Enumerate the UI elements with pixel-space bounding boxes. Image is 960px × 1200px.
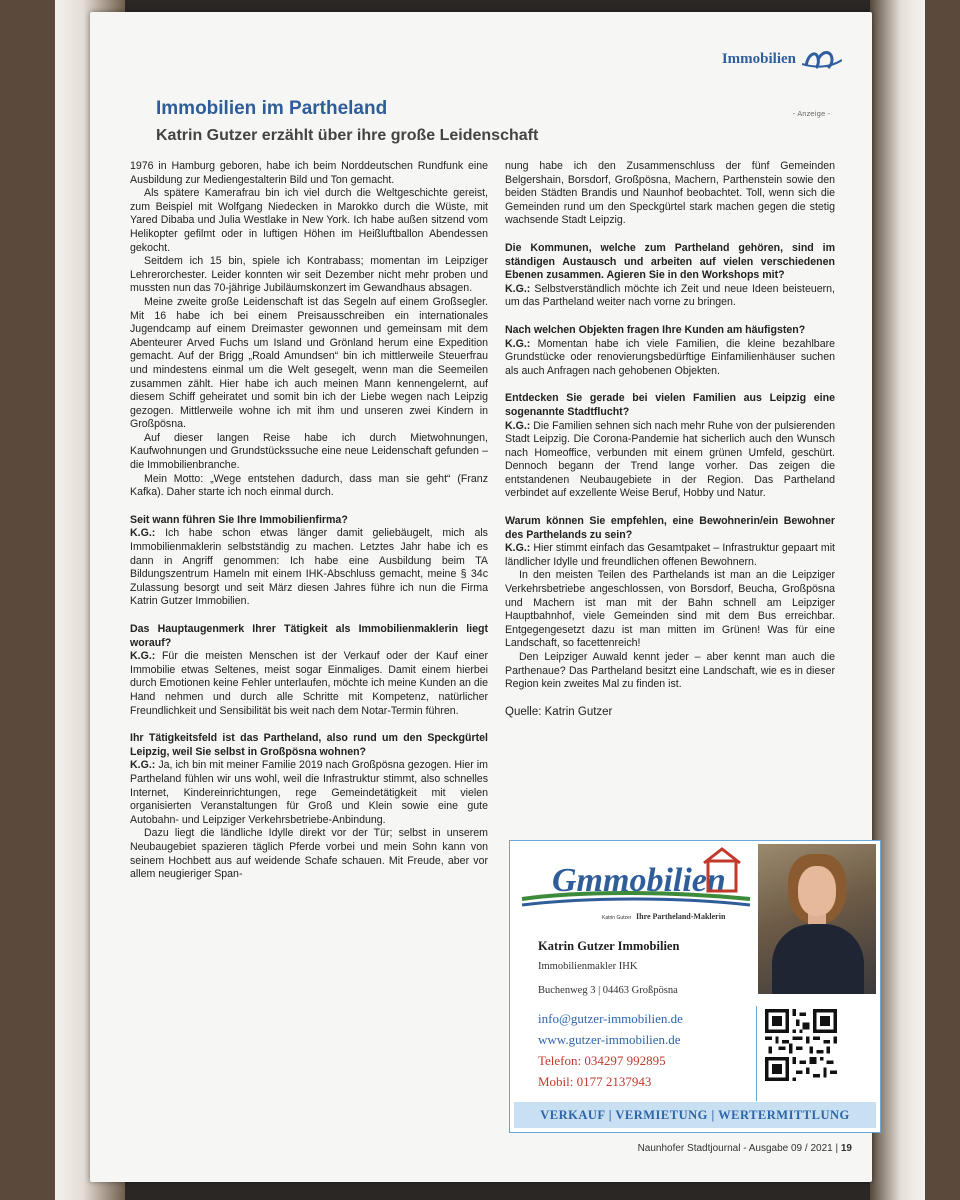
answer-label: K.G.: (505, 542, 531, 555)
interview-answer (130, 650, 488, 718)
ad-services-banner: VERKAUF | VERMIETUNG | WERTERMITTLUNG (514, 1102, 876, 1128)
answer-text: Momentan habe ich viele Familien, die kleine bezahlbare Grundstücke oder renovierungsbedürftige Einfamilienhäuser suchen als auch Anfragen nach gehobenen Objekten. (505, 337, 836, 377)
interview-question: Warum können Sie empfehlen, eine Bewohnerin/ein Bewohner des Parthelands zu sein? (505, 515, 835, 541)
advertisement-box (509, 840, 881, 1133)
brand-label: Immobilien (721, 50, 796, 67)
paragraph: 1976 in Hamburg geboren, habe ich beim Norddeutschen Rundfunk eine Ausbildung zur Mediengestalterin Bild und Ton gemacht. (130, 160, 488, 186)
interview-answer (505, 420, 835, 502)
paragraph: nung habe ich den Zusammenschluss der fünf Gemeinden Belgershain, Borsdorf, Großpösna, Machern, Parthenstein sowie den beiden Städten Brandis und Naunhof beobachtet. Toll, wenn sich die Gemeinden rund um den Speckgürtel stark machen gegen die stetig wachsende Stadt Leipzig. (505, 160, 835, 227)
interview-answer (130, 527, 488, 609)
logo-tagline: Ihre Partheland-Maklerin (636, 912, 726, 921)
email-link[interactable]: info@gutzer-immobilien.de (538, 1011, 683, 1026)
company-role: Immobilienmakler IHK (538, 961, 638, 972)
interview-answer (505, 542, 835, 569)
paragraph: Mein Motto: „Wege entstehen dadurch, dass man sie geht“ (Franz Kafka). Daher starte ich noch einmal durch. (130, 472, 488, 499)
interview-answer (505, 338, 835, 379)
mobile-number[interactable]: Mobil: 0177 2137943 (538, 1074, 652, 1089)
answer-text: Ich habe schon etwas länger damit geliebäugelt, mich als Immobilienmaklerin selbstständig zu machen. Letztes Jahr habe ich es dann in Angriff genommen: Ich habe eine Ausbildung beim TA Bildungszentrum Hameln mit einem IHK-Abschluss gemacht, meine § 34c Zulassung besorgt und seit März diesen Jahres führe ich nun die Firma Katrin Gutzer Immobilien. (130, 527, 488, 608)
answer-text: Hier stimmt einfach das Gesamtpaket – Infrastruktur gepaart mit ländlicher Idylle und freundlichen offenen Bewohnern. (505, 542, 835, 568)
right-column (505, 160, 835, 719)
source-credit: Quelle: Katrin Gutzer (505, 705, 613, 718)
company-address: Buchenweg 3 | 04463 Großpösna (538, 985, 678, 996)
interview-answer (505, 283, 835, 310)
logo-owner: Katrin Gutzer (602, 915, 632, 921)
portrait-photo (758, 844, 876, 994)
answer-label: K.G.: (130, 527, 156, 540)
answer-label: K.G.: (505, 419, 531, 432)
brand-swoosh-icon (802, 48, 842, 70)
company-logo (518, 847, 754, 927)
paragraph: Als spätere Kamerafrau bin ich viel durch die Weltgeschichte gereist, zum Beispiel mit Wolfgang Niedecken in Marokko durch die Wüste, mit Yared Dibaba und Julia Westlake in New York. Ich habe außen sitzend vom Helikopter gefilmt oder in luftigen Höhen im Heißluftballon Abendessen gekocht. (130, 187, 488, 254)
page-number: 19 (840, 1143, 852, 1154)
paragraph: Meine zweite große Leidenschaft ist das Segeln auf einem Großsegler. Mit 16 habe ich bei einem Preisausschreiben ein internationales Jugendcamp auf einem Dreimaster gewonnen und gemeinsam mit dem Abenteurer Arved Fuchs um Island und Grönland herum eine Expedition gemacht. Auf der Brigg „Roald Amundsen“ bin ich mittlerweile Steuerfrau und mindestens einmal um die Welt gesegelt, wenn man die Seemeilen zusammen zählt. Hier habe ich auch meinen Mann kennengelernt, auf diesem Schiff geheiratet und somit bin ich der Liebe wegen nach Leipzig gezogen. Mittlerweile wohne ich mit ihm und unseren zwei Kindern in Großpösna. (130, 295, 488, 431)
interview-question: Nach welchen Objekten fragen Ihre Kunden am häufigsten? (505, 323, 806, 336)
interview-question: Seit wann führen Sie Ihre Immobilienfirma? (130, 513, 348, 526)
interview-question: Die Kommunen, welche zum Partheland gehören, sind im ständigen Austausch und arbeiten auf vielen verschiedenen Ebenen zusammen. Agieren Sie in den Workshops mit? (505, 241, 835, 282)
answer-label: K.G.: (505, 337, 531, 350)
interview-answer (130, 759, 488, 827)
answer-text: Die Familien sehnen sich nach mehr Ruhe von der pulsierenden Stadt Leipzig. Die Corona-Pandemie hat sicherlich auch den Wunsch nach Homeoffice, verbunden mit einem grünen Umfeld, geschürt. Dennoch begann der Trend lange vorher. Das zeigen die entstandenen Neubaugebiete in der Region. Das Partheland verbindet auf exzellente Weise Beruf, Hobby und Natur. (505, 419, 835, 500)
journal-name: Naunhofer Stadtjournal - Ausgabe 09 / 2021 | (637, 1143, 839, 1154)
left-column (130, 160, 488, 882)
brand-header (722, 48, 842, 70)
paragraph: Auf dieser langen Reise habe ich durch Mietwohnungen, Kaufwohnungen und Grundstückssuche eine neue Leidenschaft gefunden – die Immobilienbranche. (130, 431, 488, 472)
page-title: Immobilien im Partheland (156, 98, 388, 119)
page-footer (638, 1143, 852, 1154)
answer-label: K.G.: (130, 650, 156, 663)
interview-question: Entdecken Sie gerade bei vielen Familien aus Leipzig eine sogenannte Stadtflucht? (505, 392, 835, 418)
company-name: Katrin Gutzer Immobilien (538, 939, 680, 953)
ad-notice: - Anzeige - (792, 110, 830, 118)
phone-number[interactable]: Telefon: 034297 992895 (538, 1053, 666, 1068)
paragraph: Seitdem ich 15 bin, spiele ich Kontrabass; momentan im Leipziger Lehrerorchester. Leider konnten wir seit Dezember nicht mehr proben und mussten nun das 70-jährige Jubiläumskonzert im Gewandhaus absagen. (130, 255, 488, 295)
website-link[interactable]: www.gutzer-immobilien.de (538, 1032, 681, 1047)
answer-text: Ja, ich bin mit meiner Familie 2019 nach Großpösna gezogen. Hier im Partheland fühlen wir uns wohl, weil die Infrastruktur stimmt, also schnelles Internet, Kindereinrichtungen, rege Gemeindetätigkeit mit vielen organisierten Veranstaltungen für Groß und Klein sowie eine gute Autobahn- und Leipziger Verkehrsbetriebe-Anbindung. (130, 759, 488, 826)
paragraph: Dazu liegt die ländliche Idylle direkt vor der Tür; selbst in unserem Neubaugebiet spazieren täglich Pferde vorbei und mein Sohn kann von seinem Hochbett aus auf weidende Schafe schauen. Mit Freude, aber vor allem neugieriger Span- (130, 827, 488, 881)
interview-question: Das Hauptaugenmerk Ihrer Tätigkeit als Immobilienmaklerin liegt worauf? (130, 623, 488, 649)
paragraph: Den Leipziger Auwald kennt jeder – aber kennt man auch die Parthenaue? Das Partheland besitzt eine Landschaft, wie es in dieser Region kein zweites Mal zu finden ist. (505, 651, 835, 691)
answer-label: K.G.: (130, 759, 156, 772)
logo-wordmark: Gmmobilien (552, 862, 726, 899)
answer-text: Für die meisten Menschen ist der Verkauf oder der Kauf einer Immobilie etwas Seltenes, meist sogar Einmaliges. Damit einem hierbei durch Emotionen keine Fehler unterlaufen, möchte ich meine Kunden an die Hand nehmen und durch alle Schritte mit Kompetenz, natürlicher Freundlichkeit und Sensibilität bis weit nach dem Notar-Termin führen. (130, 650, 488, 717)
page-subtitle: Katrin Gutzer erzählt über ihre große Leidenschaft (156, 127, 539, 144)
ad-divider (756, 1006, 757, 1101)
answer-label: K.G.: (505, 282, 531, 295)
paragraph: In den meisten Teilen des Parthelands ist man an die Leipziger Verkehrsbetriebe angeschlossen, von Borsdorf, Beucha, Großpösna und Machern ist man mit der Bahn schnell am Leipziger Hauptbahnhof, viele Gemeinden sind mit dem Bus erreichbar. Entgegengesetzt dazu ist man mitten im Grünen! Was für eine Landschaft, so facettenreich! (505, 569, 835, 650)
answer-text: Selbstverständlich möchte ich Zeit und neue Ideen beisteuern, um das Partheland weiter nach vorne zu bringen. (505, 282, 835, 309)
qr-code-icon[interactable] (765, 1009, 837, 1081)
interview-question: Ihr Tätigkeitsfeld ist das Partheland, also rund um den Speckgürtel Leipzig, weil Sie selbst in Großpösna wohnen? (130, 732, 488, 758)
magazine-page (90, 12, 872, 1182)
